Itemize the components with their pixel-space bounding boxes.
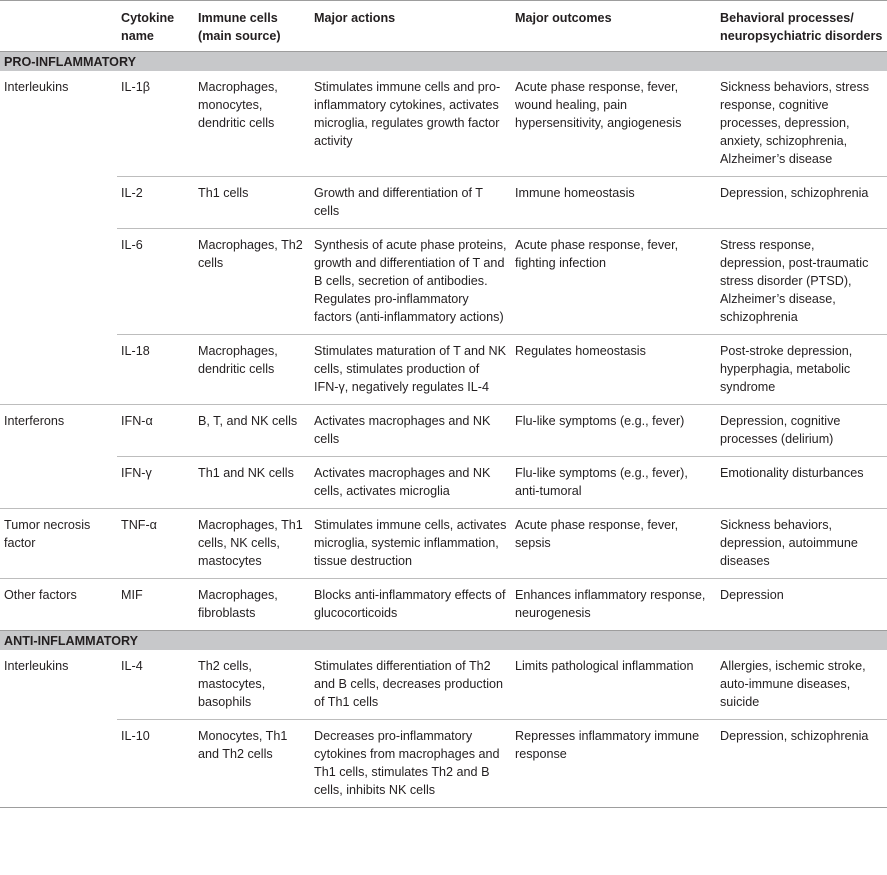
behavioral-cell: Depression, cognitive processes (delirium) xyxy=(716,405,887,457)
major-outcomes-cell: Represses inflammatory immune response xyxy=(511,720,716,808)
group-cell xyxy=(0,720,117,808)
immune-cells-cell: B, T, and NK cells xyxy=(194,405,310,457)
group-cell xyxy=(0,177,117,229)
immune-cells-cell: Th1 and NK cells xyxy=(194,457,310,509)
section-row-pro-inflammatory xyxy=(0,52,887,72)
header-behavioral: Behavioral processes/ neuropsychiatric disorders xyxy=(716,1,887,52)
cytokine-name-cell: IL-2 xyxy=(117,177,194,229)
group-cell: Tumor necrosis factor xyxy=(0,509,117,579)
header-major-outcomes: Major outcomes xyxy=(511,1,716,52)
major-actions-cell: Growth and differentiation of T cells xyxy=(310,177,511,229)
table-row xyxy=(0,457,887,509)
table-row xyxy=(0,335,887,405)
header-group xyxy=(0,1,117,52)
cytokine-name-cell: IL-6 xyxy=(117,229,194,335)
immune-cells-cell: Th1 cells xyxy=(194,177,310,229)
group-cell xyxy=(0,335,117,405)
table-row xyxy=(0,650,887,720)
table-row xyxy=(0,177,887,229)
group-cell: Interleukins xyxy=(4,80,69,94)
section-row-anti-inflammatory xyxy=(0,631,887,651)
major-actions-cell: Blocks anti-inflammatory effects of glucocorticoids xyxy=(310,579,511,631)
group-cell: Other factors xyxy=(0,579,117,631)
table-row xyxy=(0,579,887,631)
immune-cells-cell: Macrophages, Th2 cells xyxy=(194,229,310,335)
major-actions-cell: Synthesis of acute phase proteins, growth and differentiation of T and B cells, secretion of antibodies. Regulates pro-inflammatory factors (anti-inflammatory actions) xyxy=(310,229,511,335)
major-outcomes-cell: Enhances inflammatory response, neurogenesis xyxy=(511,579,716,631)
major-actions-cell: Decreases pro-inflammatory cytokines from macrophages and Th1 cells, stimulates Th2 and B cells, inhibits NK cells xyxy=(310,720,511,808)
behavioral-cell: Depression, schizophrenia xyxy=(716,177,887,229)
major-actions-cell: Stimulates immune cells and pro-inflammatory cytokines, activates microglia, regulates growth factor activity xyxy=(314,80,501,148)
section-label: PRO-INFLAMMATORY xyxy=(0,52,887,72)
table-row xyxy=(0,229,887,335)
major-outcomes-cell: Limits pathological inflammation xyxy=(515,659,694,673)
behavioral-cell: Depression xyxy=(716,579,887,631)
major-actions-cell: Activates macrophages and NK cells xyxy=(310,405,511,457)
immune-cells-cell: Macrophages, dendritic cells xyxy=(194,335,310,405)
immune-cells-cell: Macrophages, Th1 cells, NK cells, mastocytes xyxy=(194,509,310,579)
major-actions-cell: Activates macrophages and NK cells, activates microglia xyxy=(310,457,511,509)
cytokine-name-cell: IL-10 xyxy=(117,720,194,808)
major-outcomes-cell: Flu-like symptoms (e.g., fever), anti-tumoral xyxy=(511,457,716,509)
major-outcomes-cell: Immune homeostasis xyxy=(511,177,716,229)
table-row xyxy=(0,405,887,457)
cytokine-name-cell: IL-1β xyxy=(121,80,150,94)
behavioral-cell: Stress response, depression, post-traumatic stress disorder (PTSD), Alzheimer’s disease, schizophrenia xyxy=(716,229,887,335)
behavioral-cell: Allergies, ischemic stroke, auto-immune diseases, suicide xyxy=(720,659,866,709)
major-outcomes-cell: Acute phase response, fever, sepsis xyxy=(511,509,716,579)
major-outcomes-cell: Acute phase response, fever, wound healing, pain hypersensitivity, angiogenesis xyxy=(515,80,682,130)
immune-cells-cell: Th2 cells, mastocytes, basophils xyxy=(198,659,266,709)
header-major-actions: Major actions xyxy=(310,1,511,52)
table-row xyxy=(0,509,887,579)
group-cell xyxy=(0,229,117,335)
table-row xyxy=(0,71,887,177)
immune-cells-cell: Monocytes, Th1 and Th2 cells xyxy=(194,720,310,808)
section-label: ANTI-INFLAMMATORY xyxy=(0,631,887,651)
behavioral-cell: Depression, schizophrenia xyxy=(716,720,887,808)
major-actions-cell: Stimulates differentiation of Th2 and B cells, decreases production of Th1 cells xyxy=(314,659,504,709)
cytokine-name-cell: IL-18 xyxy=(117,335,194,405)
group-cell: Interleukins xyxy=(4,659,69,673)
table-row xyxy=(0,720,887,808)
header-immune-cells: Immune cells (main source) xyxy=(194,1,310,52)
cytokine-name-cell: IFN-γ xyxy=(117,457,194,509)
major-outcomes-cell: Flu-like symptoms (e.g., fever) xyxy=(511,405,716,457)
immune-cells-cell: Macrophages, monocytes, dendritic cells xyxy=(198,80,278,130)
major-actions-cell: Stimulates maturation of T and NK cells, stimulates production of IFN-γ, negatively regulates IL-4 xyxy=(310,335,511,405)
behavioral-cell: Emotionality disturbances xyxy=(716,457,887,509)
cytokine-name-cell: IL-4 xyxy=(121,659,143,673)
behavioral-cell: Sickness behaviors, depression, autoimmune diseases xyxy=(716,509,887,579)
group-cell xyxy=(0,457,117,509)
major-outcomes-cell: Regulates homeostasis xyxy=(511,335,716,405)
group-cell: Interferons xyxy=(0,405,117,457)
major-outcomes-cell: Acute phase response, fever, fighting infection xyxy=(511,229,716,335)
cytokine-name-cell: TNF-α xyxy=(117,509,194,579)
header-row xyxy=(0,1,887,52)
header-cytokine-name: Cytokine name xyxy=(117,1,194,52)
immune-cells-cell: Macrophages, fibroblasts xyxy=(194,579,310,631)
behavioral-cell: Sickness behaviors, stress response, cognitive processes, depression, anxiety, schizophrenia, Alzheimer’s disease xyxy=(720,80,870,166)
behavioral-cell: Post-stroke depression, hyperphagia, metabolic syndrome xyxy=(716,335,887,405)
major-actions-cell: Stimulates immune cells, activates microglia, systemic inflammation, tissue destruction xyxy=(310,509,511,579)
cytokine-name-cell: MIF xyxy=(117,579,194,631)
cytokine-name-cell: IFN-α xyxy=(117,405,194,457)
